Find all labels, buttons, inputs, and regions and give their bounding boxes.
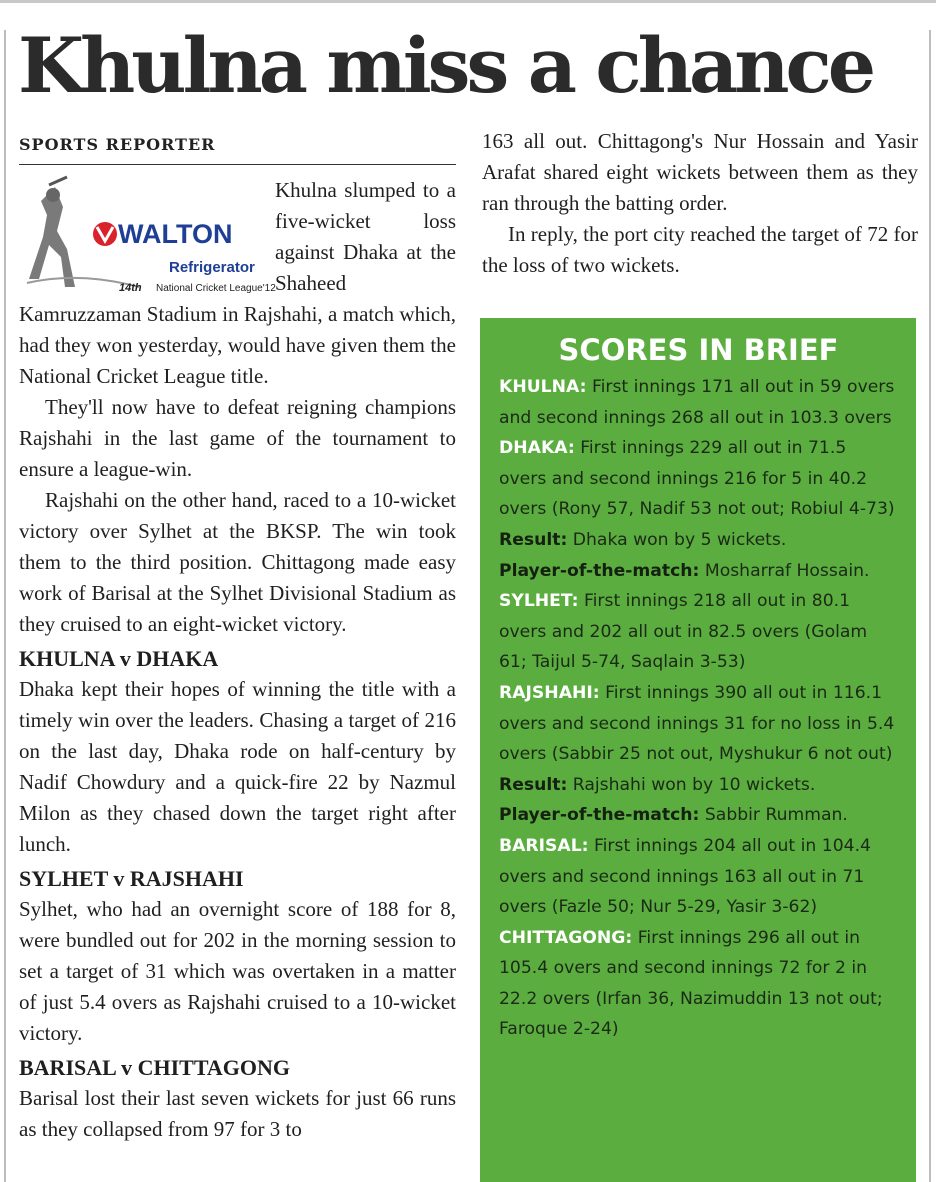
score-text: First innings 229 all out in 71.5 overs and second innings 216 for 5 in 40.2 overs (Rony 57, Nadif 53 not out; Robiul 4-73)	[499, 438, 895, 520]
league-edition: 14th	[119, 282, 142, 294]
column-rule-right	[929, 30, 931, 1182]
team-name: RAJSHAHI:	[499, 682, 600, 703]
score-entry-rajshahi	[499, 678, 898, 770]
section-paragraph: Sylhet, who had an overnight score of 188 for 8, were bundled out for 202 in the morning session to set a target of 31 which was overtaken in a matter of just 5.4 overs as Rajshahi cruised to a 10-wicket victory.	[19, 897, 456, 1045]
intro-paragraph: They'll now have to defeat reigning champions Rajshahi in the last game of the tournament to ensure a league-win.	[19, 395, 456, 481]
section-heading: BARISAL v CHITTAGONG	[19, 1055, 290, 1080]
score-text: First innings 204 all out in 104.4 overs and second innings 163 all out in 71 overs (Fazle 50; Nur 5-29, Yasir 3-62)	[499, 835, 871, 918]
score-text: First innings 390 all out in 116.1 overs and second innings 31 for no loss in 5.4 overs (Sabbir 25 not out, Myshukur 6 not out)	[499, 682, 895, 765]
sponsor-logo	[19, 175, 276, 295]
brand-product: Refrigerator	[169, 259, 255, 276]
section-paragraph: Barisal lost their last seven wickets for just 66 runs as they collapsed from 97 for 3 to	[19, 1086, 456, 1141]
potm-label: Player-of-the-match:	[499, 560, 700, 581]
result-label: Result:	[499, 529, 568, 550]
potm-label: Player-of-the-match:	[499, 805, 700, 826]
result-text: Rajshahi won by 10 wickets.	[567, 774, 816, 795]
match-result	[499, 770, 898, 801]
team-name: KHULNA:	[499, 377, 587, 397]
scores-title: SCORES IN BRIEF	[558, 333, 839, 367]
potm-text: Mosharraf Hossain.	[699, 560, 870, 581]
score-text: First innings 296 all out in 105.4 overs and second innings 72 for 2 in 22.2 overs (Irfan 36, Nazimuddin 13 not out; Faroque 2-24)	[499, 927, 883, 1040]
potm-text: Sabbir Rumman.	[699, 805, 848, 826]
score-text: First innings 218 all out in 80.1 overs and 202 all out in 82.5 overs (Golam 61; Taijul 5-74, Saqlain 3-53)	[499, 591, 868, 673]
result-label: Result:	[499, 774, 568, 795]
league-name: National Cricket League'12	[156, 283, 276, 294]
article-right-column	[482, 126, 918, 281]
score-entry-khulna	[499, 372, 898, 433]
match-result	[499, 525, 898, 556]
score-entry-sylhet	[499, 586, 898, 678]
page-top-border	[0, 0, 936, 3]
reply-paragraph: In reply, the port city reached the target of 72 for the loss of two wickets.	[482, 222, 918, 277]
continuation-paragraph: 163 all out. Chittagong's Nur Hossain and Yasir Arafat shared eight wickets between them as they ran through the batting order.	[482, 129, 918, 215]
team-name: BARISAL:	[499, 835, 589, 856]
intro-paragraph: Rajshahi on the other hand, raced to a 10-wicket victory over Sylhet at the BKSP. The win took them to the third position. Chittagong made easy work of Barisal at the Sylhet Divisional Stadium as they cruised to an eight-wicket victory.	[19, 488, 456, 636]
intro-paragraph: Khulna slumped to a five-wicket loss against Dhaka at the Shaheed Kamruzzaman Stadium in Rajshahi, a match which, had they won yesterday, would have given them the National Cricket League title.	[19, 178, 456, 388]
score-entry-chittagong	[499, 923, 898, 1045]
score-entry-dhaka	[499, 433, 898, 525]
team-name: DHAKA:	[499, 438, 575, 459]
score-entry-barisal	[499, 831, 898, 923]
team-name: SYLHET:	[499, 591, 579, 612]
column-rule-left	[4, 30, 6, 1182]
article-left-column	[19, 134, 456, 1145]
player-of-the-match	[499, 800, 898, 831]
team-name: CHITTAGONG:	[499, 927, 633, 948]
result-text: Dhaka won by 5 wickets.	[567, 529, 787, 550]
player-of-the-match	[499, 556, 898, 587]
brand-name: WALTON	[118, 219, 233, 249]
byline: SPORTS REPORTER	[19, 135, 216, 154]
section-heading: KHULNA v DHAKA	[19, 646, 219, 671]
score-text: First innings 171 all out in 59 overs and second innings 268 all out in 103.3 overs	[499, 377, 895, 428]
byline-divider	[19, 164, 456, 165]
headline: Khulna miss a chance	[18, 21, 873, 110]
section-paragraph: Dhaka kept their hopes of winning the title with a timely win over the leaders. Chasing a target of 216 on the last day, Dhaka rode on half-century by Nadif Chowdury and a quick-fire 22 by Nazmul Milon as they chased down the target right after lunch.	[19, 677, 456, 856]
section-heading: SYLHET v RAJSHAHI	[19, 866, 244, 891]
scores-in-brief-box	[480, 318, 916, 1182]
